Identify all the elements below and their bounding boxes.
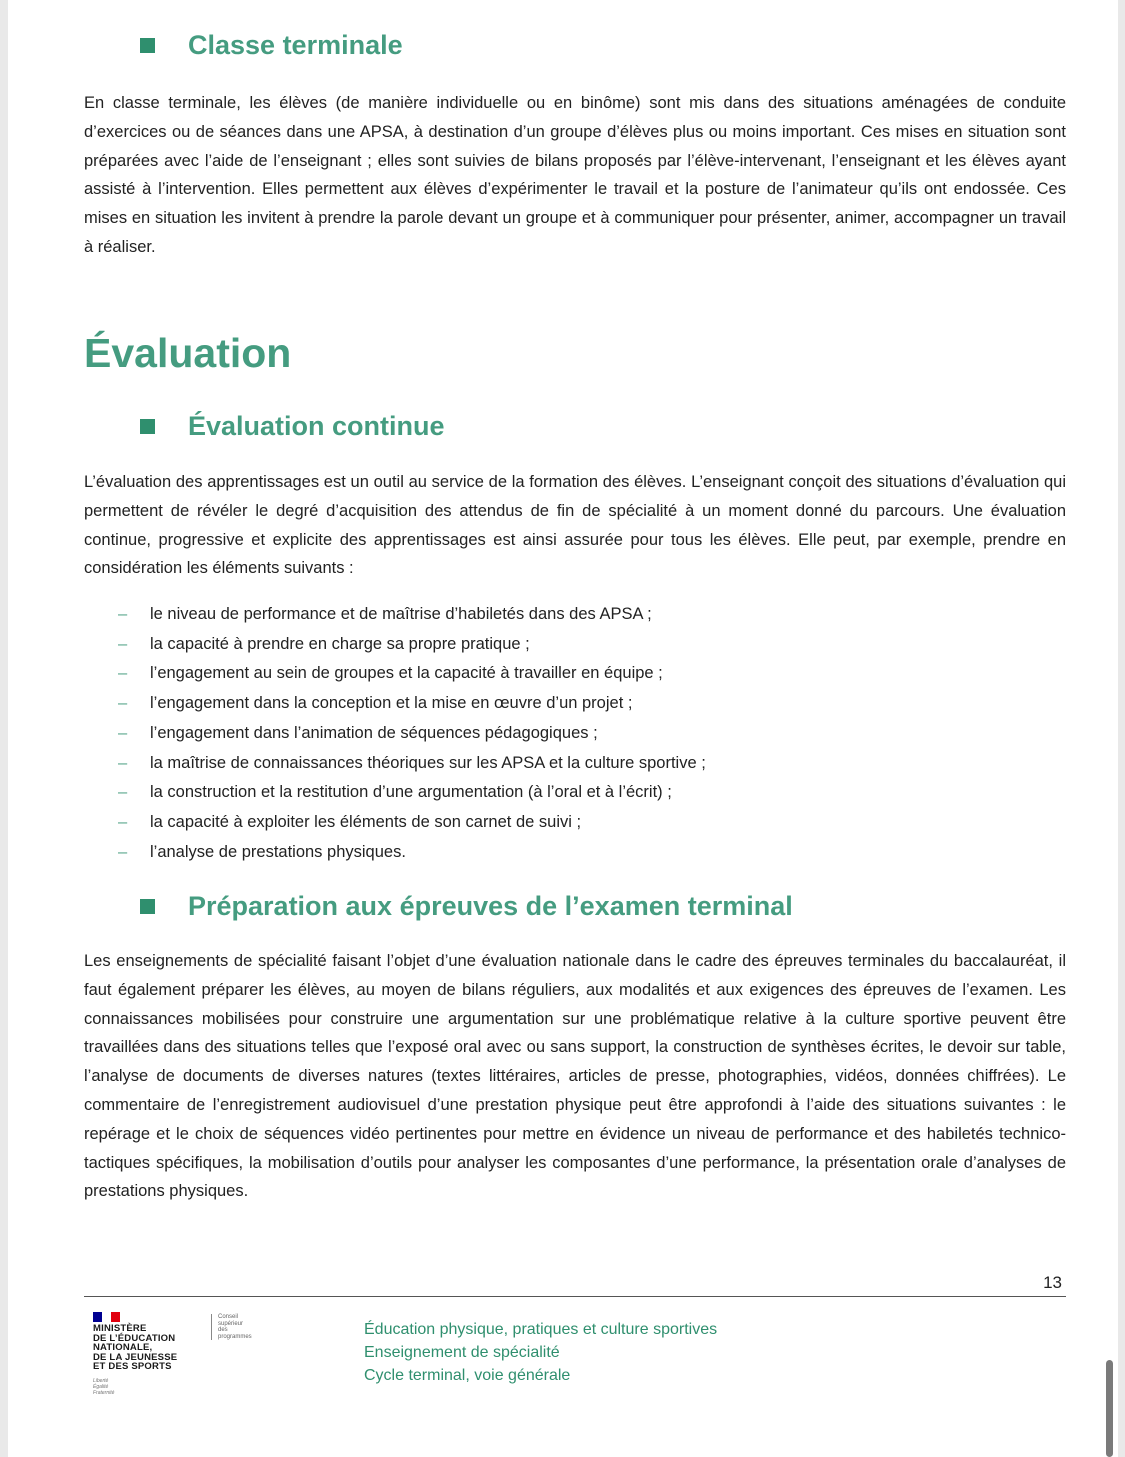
heading-text: Évaluation continue [188, 411, 445, 441]
dash-bullet-icon: – [118, 605, 128, 623]
criteria-list [84, 600, 706, 867]
list-item: – l’engagement au sein de groupes et la capacité à travailler en équipe ; [84, 659, 706, 689]
list-item: – la capacité à exploiter les éléments de son carnet de suivi ; [84, 808, 706, 838]
dash-bullet-icon: – [118, 753, 128, 772]
heading-text: Préparation aux épreuves de l’examen terminal [188, 891, 793, 921]
square-bullet-icon [140, 899, 155, 914]
list-item: – la capacité à prendre en charge sa propre pratique ; [84, 630, 706, 660]
paragraph-classe-terminale: En classe terminale, les élèves (de manière individuelle ou en binôme) sont mis dans des situations aménagées de conduite d’exercices ou de séances dans une APSA, à destination d’un groupe d’élèves plus ou moins important. Ces mises en situation sont préparées avec l’aide de l’enseignant ; elles sont suivies de bilans proposés par l’élève-intervenant, l’enseignant et les élèves ayant assisté à l’intervention. Elles permettent aux élèves d’expérimenter le travail et la posture de l’animateur qu’ils ont endossée. Ces mises en situation les invitent à prendre la parole devant un groupe et à communiquer pour présenter, animer, accompagner un travail à réaliser. [84, 94, 1066, 256]
dash-bullet-icon: – [118, 694, 128, 713]
list-item: – l’engagement dans l’animation de séquences pédagogiques ; [84, 719, 706, 749]
list-item: – l’engagement dans la conception et la mise en œuvre d’un projet ; [84, 689, 706, 719]
page-number: 13 [1043, 1273, 1062, 1292]
list-item: – la construction et la restitution d’une argumentation (à l’oral et à l’écrit) ; [84, 778, 706, 808]
vertical-scrollbar[interactable] [1106, 1360, 1113, 1457]
footer-line-cycle: Cycle terminal, voie générale [364, 1367, 571, 1384]
footer-line-subject: Éducation physique, pratiques et culture sportives [364, 1321, 718, 1338]
dash-bullet-icon: – [118, 634, 128, 653]
document-page [8, 0, 1118, 1457]
dash-bullet-icon: – [118, 812, 128, 831]
heading-text: Classe terminale [188, 30, 403, 60]
french-flag-icon [93, 1312, 120, 1322]
ministry-logo [93, 1310, 252, 1400]
section-heading-preparation [140, 891, 793, 922]
paragraph-preparation: Les enseignements de spécialité faisant l’objet d’une évaluation nationale dans le cadre des épreuves terminales du baccalauréat, il faut également préparer les élèves, au moyen de bilans réguliers, aux modalités et aux exigences des épreuves de l’examen. Les connaissances mobilisées pour construire une argumentation sur une problématique relative à la culture sportive peuvent être travaillées dans des situations telles que l’exposé oral avec ou sans support, la construction de synthèses écrites, le devoir sur table, l’analyse de documents de diverses natures (textes littéraires, articles de presse, photographies, vidéos, données chiffrées). Le commentaire de l’enregistrement audiovisuel d’une prestation physique peut être approfondi à l’aide des situations suivantes : le repérage et le choix de séquences vidéo pertinentes pour mettre en évidence un niveau de performance et des habiletés technico-tactiques spécifiques, la mobilisation d’outils pour analyser les composantes d’une performance, la présentation orale d’analyses de prestations physiques. [84, 952, 1066, 1201]
list-item: – la maîtrise de connaissances théoriques sur les APSA et la culture sportive ; [84, 749, 706, 779]
council-logo: Conseil supérieur des programmes [211, 1314, 252, 1340]
dash-bullet-icon: – [118, 842, 128, 861]
dash-bullet-icon: – [118, 783, 128, 802]
page-title-evaluation: Évaluation [84, 330, 292, 376]
footer-line-teaching: Enseignement de spécialité [364, 1344, 560, 1361]
dash-bullet-icon: – [118, 664, 128, 683]
section-heading-classe-terminale [140, 30, 403, 61]
footer-divider [84, 1296, 1066, 1297]
list-item: – l’analyse de prestations physiques. [84, 838, 706, 868]
section-heading-evaluation-continue [140, 411, 445, 442]
footer-course-info [364, 1318, 717, 1387]
ministry-name: MINISTÈRE DE L’ÉDUCATION NATIONALE, DE LA JEUNESSE ET DES SPORTS [93, 1323, 178, 1373]
list-item: – le niveau de performance et de maîtrise d’habiletés dans des APSA ; [84, 600, 706, 630]
square-bullet-icon [140, 38, 155, 53]
dash-bullet-icon: – [118, 723, 128, 742]
republic-motto: Liberté Égalité Fraternité [93, 1378, 115, 1396]
square-bullet-icon [140, 419, 155, 434]
paragraph-evaluation-continue: L’évaluation des apprentissages est un outil au service de la formation des élèves. L’enseignant conçoit des situations d’évaluation qui permettent de révéler le degré d’acquisition des attendus de fin de spécialité à un moment donné du parcours. Une évaluation continue, progressive et explicite des apprentissages est ainsi assurée pour tous les élèves. Elle peut, par exemple, prendre en considération les éléments suivants : [84, 473, 1066, 578]
